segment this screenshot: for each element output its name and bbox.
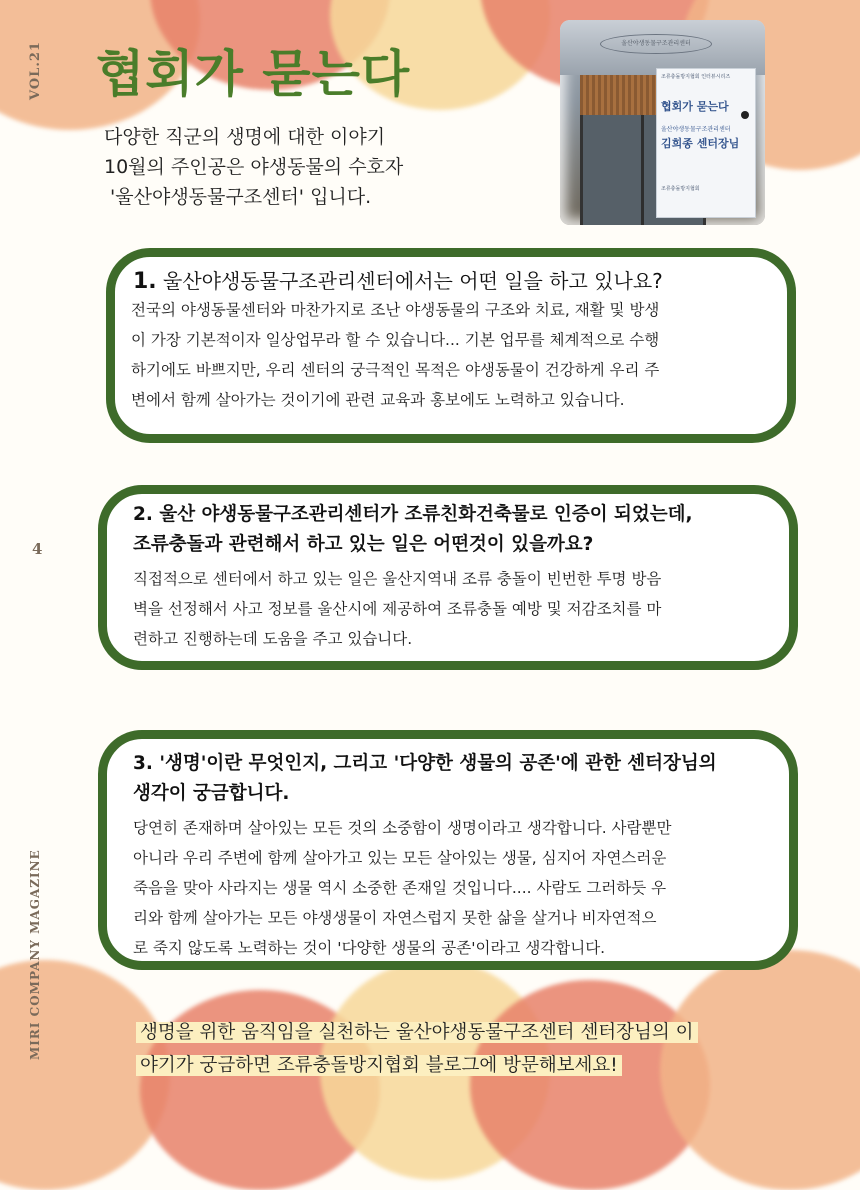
page-title: 협회가 묻는다 (96, 45, 411, 103)
center-entrance-photo (560, 20, 765, 225)
photo-banner (656, 68, 756, 218)
intro-line: '울산야생동물구조센터' 입니다. (104, 186, 372, 208)
question-answer (131, 295, 659, 415)
question-box-2 (98, 485, 798, 670)
magazine-name: MIRI COMPANY MAGAZINE (28, 849, 42, 1060)
answer-line: 로 죽지 않도록 노력하는 것이 '다양한 생물의 공존'이라고 생각합니다. (133, 939, 606, 957)
answer-line: 직접적으로 센터에서 하고 있는 일은 울산지역내 조류 충돌이 빈번한 투명 방음 (133, 570, 662, 588)
question-box-1 (106, 248, 796, 443)
question-answer (133, 813, 671, 963)
answer-line: 련하고 진행하는데 도움을 주고 있습니다. (133, 630, 413, 648)
answer-line: 하기에도 바쁘지만, 우리 센터의 궁극적인 목적은 야생동물이 건강하게 우리 주 (131, 361, 660, 379)
blog-invitation (136, 1016, 698, 1082)
volume-label: VOL.21 (28, 41, 43, 100)
answer-line: 벽을 선정해서 사고 정보를 울산시에 제공하여 조류충돌 예방 및 저감조치를 마 (133, 600, 662, 618)
answer-line: 당연히 존재하며 살아있는 모든 것의 소중함이 생명이라고 생각합니다. 사람뿐만 (133, 819, 672, 837)
intro-text (104, 122, 403, 212)
question-title-line: 조류충돌과 관련해서 하고 있는 일은 어떤것이 있을까요? (133, 534, 594, 555)
question-answer (133, 564, 661, 654)
answer-line: 아니라 우리 주변에 함께 살아가고 있는 모든 살아있는 생물, 심지어 자연스러운 (133, 849, 667, 867)
footer-line: 생명을 위한 움직임을 실천하는 울산야생동물구조센터 센터장님의 이 (136, 1022, 698, 1043)
question-title (133, 500, 693, 560)
banner-top-text: 조류충돌방지협회 인터뷰시리즈 (661, 74, 731, 80)
microphone-icon (741, 111, 749, 119)
answer-line: 이 가장 기본적이자 일상업무라 할 수 있습니다... 기본 업무를 체계적으로 수행 (131, 331, 660, 349)
page-number: 4 (32, 540, 44, 558)
question-title (133, 749, 717, 809)
question-number: 1. (133, 269, 157, 294)
question-title: 1. 울산야생동물구조관리센터에서는 어떤 일을 하고 있나요? (133, 269, 663, 294)
question-box-3 (98, 730, 798, 970)
answer-line: 리와 함께 살아가는 모든 야생생물이 자연스럽지 못한 삶을 살거나 비자연적으 (133, 909, 657, 927)
intro-line: 다양한 직군의 생명에 대한 이야기 (104, 126, 386, 148)
question-title-line: 생각이 궁금합니다. (133, 783, 290, 804)
banner-title: 협회가 묻는다 (661, 100, 729, 113)
banner-footer: 조류충돌방지협회 (661, 186, 700, 192)
question-title-line: 3. '생명'이란 무엇인지, 그리고 '다양한 생물의 공존'에 관한 센터장님의 (133, 753, 717, 774)
intro-line: 10월의 주인공은 야생동물의 수호자 (104, 156, 404, 178)
answer-line: 변에서 함께 살아가는 것이기에 관련 교육과 홍보에도 노력하고 있습니다. (131, 391, 625, 409)
photo-roof-sign: 울산야생동물구조관리센터 (600, 34, 712, 54)
footer-line: 야기가 궁금하면 조류충돌방지협회 블로그에 방문해보세요! (136, 1055, 622, 1076)
banner-name: 김희종 센터장님 (661, 137, 740, 150)
answer-line: 전국의 야생동물센터와 마찬가지로 조난 야생동물의 구조와 치료, 재활 및 방생 (131, 301, 660, 319)
answer-line: 죽음을 맞아 사라지는 생물 역시 소중한 존재일 것입니다.... 사람도 그러하듯 우 (133, 879, 667, 897)
question-title-line: 2. 울산 야생동물구조관리센터가 조류친화건축물로 인증이 되었는데, (133, 504, 693, 525)
banner-subtitle: 울산야생동물구조관리센터 (661, 126, 731, 133)
